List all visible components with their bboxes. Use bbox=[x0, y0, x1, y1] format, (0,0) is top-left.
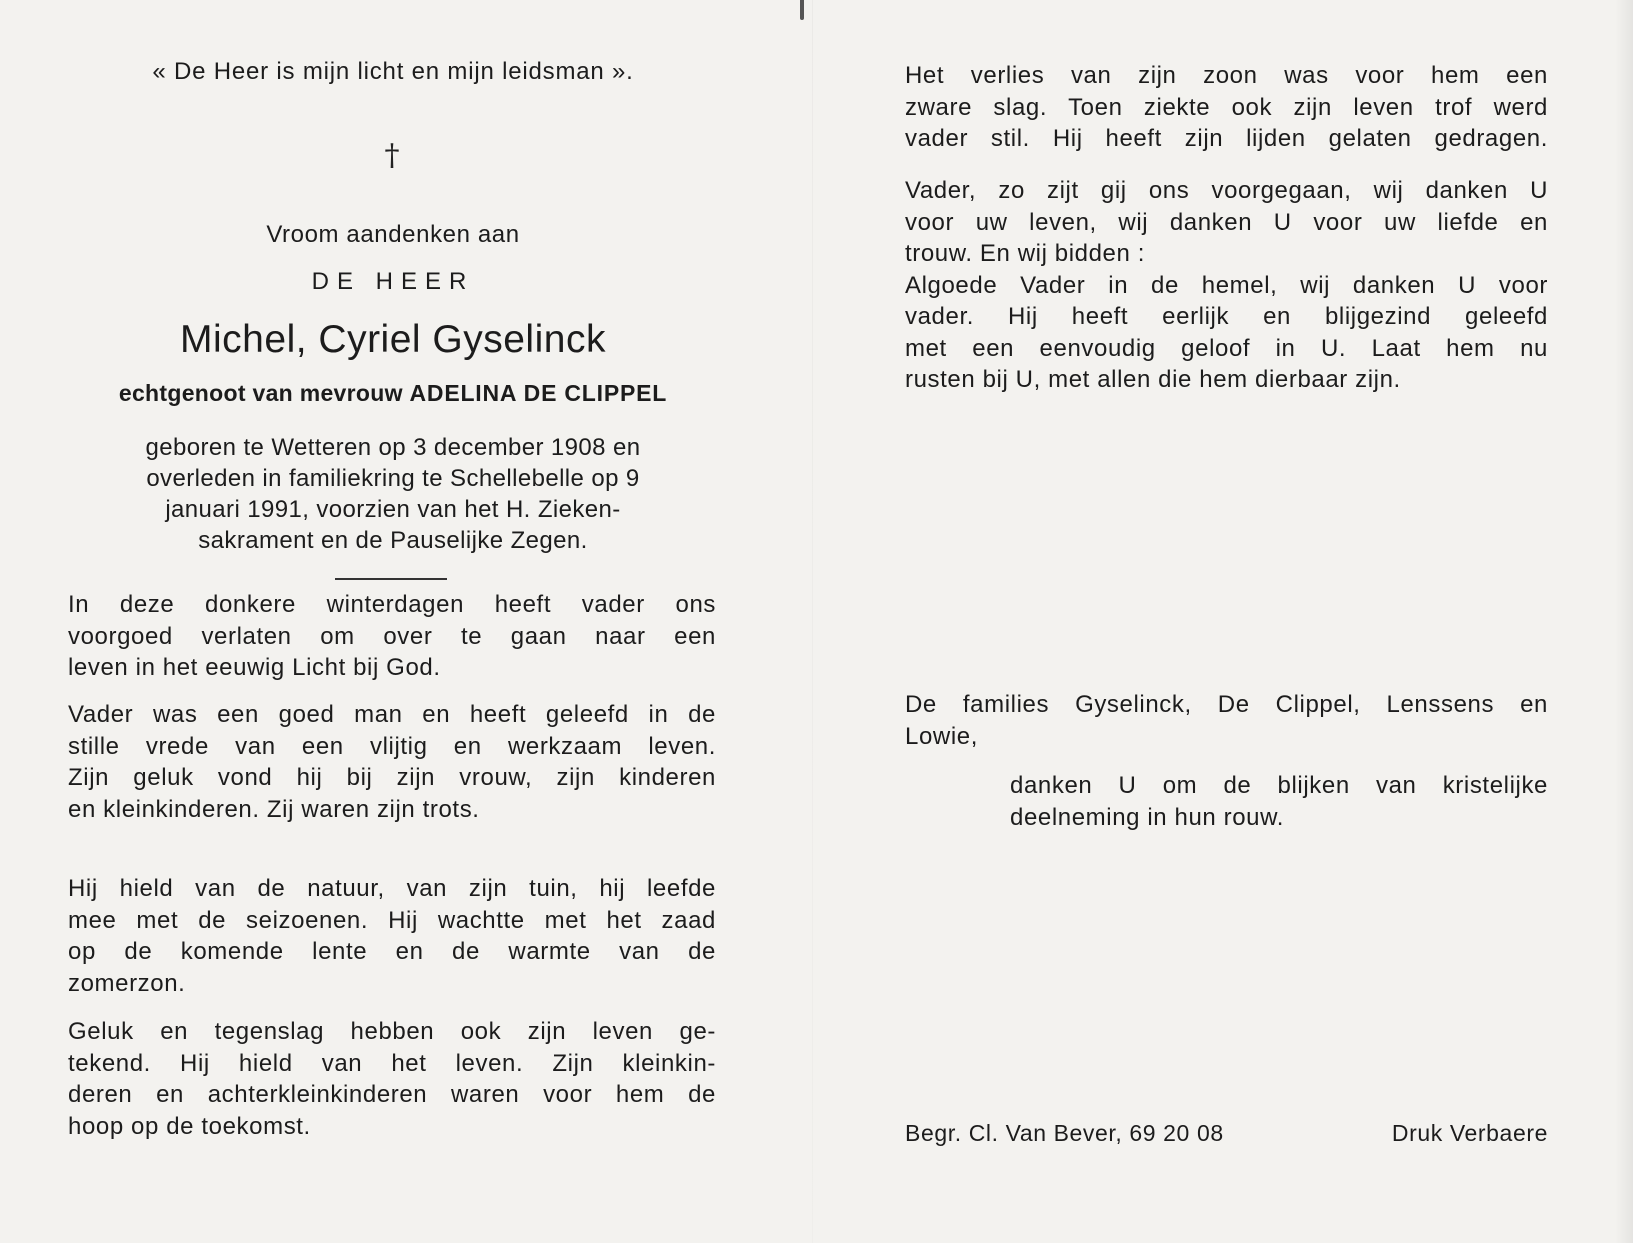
undertaker-credit: Begr. Cl. Van Bever, 69 20 08 bbox=[905, 1120, 1224, 1146]
text-line: trouw. En wij bidden : bbox=[905, 240, 1145, 267]
paragraph-winter bbox=[68, 589, 716, 684]
paragraph-loss bbox=[905, 60, 1548, 155]
text-line: stille vrede van een vlijtig en werkzaam leven. bbox=[68, 732, 716, 760]
text-line: zomerzon. bbox=[68, 969, 186, 997]
divider bbox=[335, 578, 447, 580]
families-line bbox=[905, 689, 1548, 752]
text-line: Vader, zo zijt gij ons voorgegaan, wij danken U bbox=[905, 177, 1548, 204]
text-line: hoop op de toekomst. bbox=[68, 1112, 311, 1140]
text-line: januari 1991, voorzien van het H. Zieken- bbox=[165, 496, 621, 523]
thanks-text bbox=[1010, 770, 1548, 833]
card-fold bbox=[812, 0, 813, 1243]
spouse-line bbox=[68, 380, 718, 407]
text-line: voor uw leven, wij danken U voor uw liefde en bbox=[905, 208, 1548, 236]
text-line: geboren te Wetteren op 3 december 1908 en bbox=[145, 434, 641, 461]
text-line: Het verlies van zijn zoon was voor hem een bbox=[905, 62, 1548, 89]
text-line: met een eenvoudig geloof in U. Laat hem nu bbox=[905, 334, 1548, 362]
text-line: tekend. Hij hield van het leven. Zijn kleinkin- bbox=[68, 1049, 716, 1077]
paragraph-prayer bbox=[905, 175, 1548, 396]
text-line: De families Gyselinck, De Clippel, Lenssens en bbox=[905, 691, 1548, 718]
birth-death-details bbox=[68, 432, 718, 556]
text-line: danken U om de blijken van kristelijke bbox=[1010, 772, 1548, 799]
text-line: In deze donkere winterdagen heeft vader ons bbox=[68, 591, 716, 618]
text-line: deelneming in hun rouw. bbox=[1010, 803, 1284, 831]
text-line: Lowie, bbox=[905, 722, 978, 750]
text-line: en kleinkinderen. Zij waren zijn trots. bbox=[68, 795, 480, 823]
text-line: Zijn geluk vond hij bij zijn vrouw, zijn kinderen bbox=[68, 764, 716, 791]
text-line: overleden in familiekring te Schellebelle op 9 bbox=[146, 465, 640, 492]
text-line: leven in het eeuwig Licht bij God. bbox=[68, 654, 441, 681]
text-line: mee met de seizoenen. Hij wachtte met het zaad bbox=[68, 906, 716, 934]
deceased-name: Michel, Cyriel Gyselinck bbox=[180, 318, 606, 361]
text-line: zware slag. Toen ziekte ook zijn leven trof werd bbox=[905, 93, 1548, 121]
text-line: Algoede Vader in de hemel, wij danken U voor bbox=[905, 271, 1548, 299]
text-line: deren en achterkleinkinderen waren voor hem de bbox=[68, 1081, 716, 1108]
memorial-line: Vroom aandenken aan bbox=[266, 221, 520, 248]
text-line: vader stil. Hij heeft zijn lijden gelaten gedragen. bbox=[905, 125, 1548, 152]
text-line: op de komende lente en de warmte van de bbox=[68, 938, 716, 965]
text-line: voorgoed verlaten om over te gaan naar een bbox=[68, 622, 716, 650]
paragraph-nature bbox=[68, 873, 716, 999]
honorific: DE HEER bbox=[311, 268, 475, 295]
spouse-prefix: echtgenoot van mevrouw bbox=[118, 380, 403, 406]
motto: « De Heer is mijn licht en mijn leidsman ». bbox=[152, 58, 634, 85]
text-line: sakrament en de Pauselijke Zegen. bbox=[198, 527, 588, 554]
paragraph-good-man bbox=[68, 699, 716, 825]
spouse-name: ADELINA DE CLIPPEL bbox=[409, 380, 668, 406]
cross-icon: † bbox=[384, 138, 400, 173]
text-line: rusten bij U, met allen die hem dierbaar zijn. bbox=[905, 366, 1401, 393]
staple-mark bbox=[800, 0, 804, 20]
text-line: Vader was een goed man en heeft geleefd in de bbox=[68, 701, 716, 728]
printer-credit: Druk Verbaere bbox=[1391, 1120, 1548, 1146]
paper-edge-shadow bbox=[1615, 0, 1633, 1243]
text-line: vader. Hij heeft eerlijk en blijgezind geleefd bbox=[905, 303, 1548, 330]
paragraph-fortune bbox=[68, 1016, 716, 1142]
text-line: Geluk en tegenslag hebben ook zijn leven ge- bbox=[68, 1018, 716, 1045]
text-line: Hij hield van de natuur, van zijn tuin, hij leefde bbox=[68, 875, 716, 902]
